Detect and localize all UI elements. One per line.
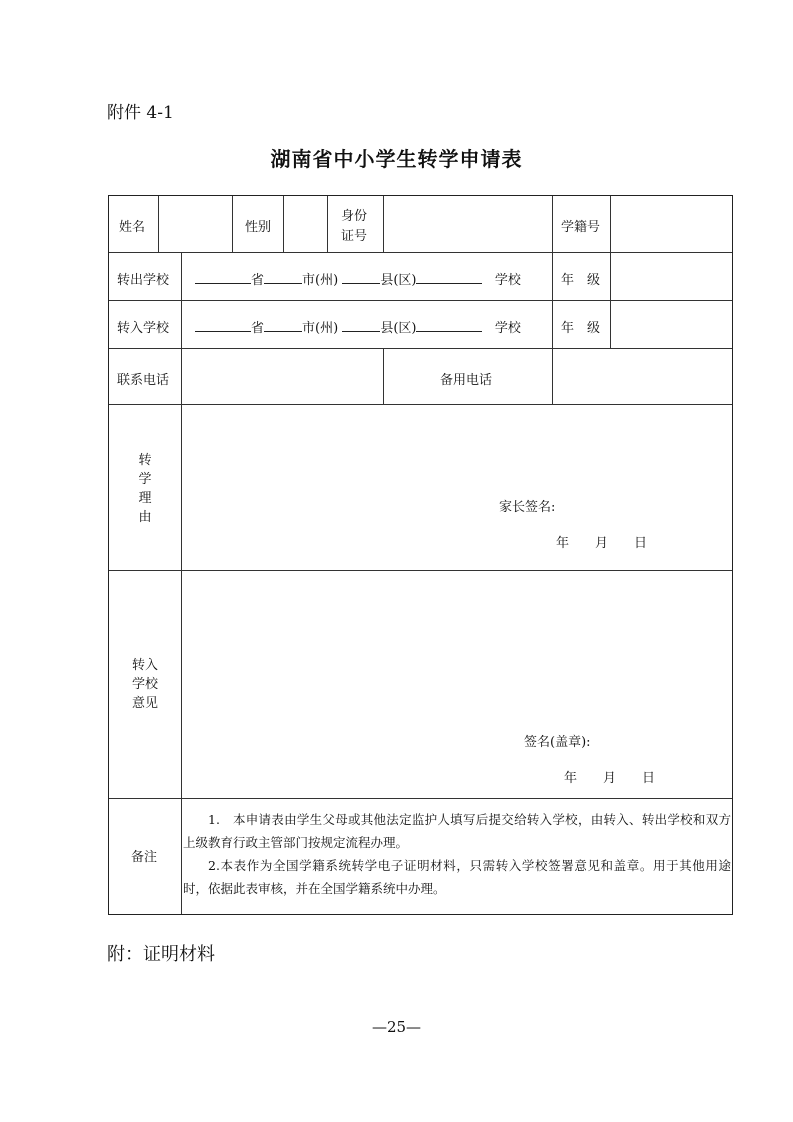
school-text: 学校 <box>494 273 521 288</box>
blank-line[interactable] <box>195 318 251 332</box>
remark-note-2: 2.本表作为全国学籍系统转学电子证明材料，只需转入学校签署意见和盖章。用于其他用途时，依据此表审核，并在全国学籍系统中办理。 <box>183 858 731 896</box>
blank-line[interactable] <box>416 318 482 332</box>
col-divider <box>383 348 384 404</box>
province-text: 省 <box>251 273 265 288</box>
transfer-out-address <box>195 269 521 288</box>
col-divider <box>158 196 159 252</box>
blank-line[interactable] <box>195 270 251 284</box>
opinion-sign-label: 签名(盖章): <box>524 735 591 750</box>
grade-label: 年 级 <box>561 321 601 336</box>
col-divider <box>610 252 611 348</box>
transfer-out-label: 转出学校 <box>117 273 170 288</box>
col-divider <box>610 196 611 252</box>
blank-line[interactable] <box>342 270 380 284</box>
col-divider <box>552 348 553 404</box>
transfer-in-address <box>195 317 521 336</box>
reason-date: 年 月 日 <box>556 536 648 551</box>
col-divider <box>552 196 553 252</box>
remark-note-1: 1. 本申请表由学生父母或其他法定监护人填写后提交给转入学校，由转入、转出学校和双方上级教育行政主管部门按规定流程办理。 <box>183 812 731 850</box>
row-divider <box>109 348 732 349</box>
row-divider <box>109 404 732 405</box>
id-label-line1: 身份 <box>341 209 368 224</box>
col-divider <box>327 196 328 252</box>
remarks-notes <box>183 808 731 900</box>
phone-label: 联系电话 <box>117 373 170 388</box>
blank-line[interactable] <box>264 270 302 284</box>
col-divider <box>383 196 384 252</box>
gender-label: 性别 <box>245 220 272 235</box>
form-title: 湖南省中小学生转学申请表 <box>270 147 523 171</box>
row-divider <box>109 798 732 799</box>
opinion-date: 年 月 日 <box>564 771 656 786</box>
province-text: 省 <box>251 321 265 336</box>
city-text: 市(州) <box>302 273 339 288</box>
county-text: 县(区) <box>380 273 417 288</box>
city-text: 市(州) <box>302 321 339 336</box>
blank-line[interactable] <box>416 270 482 284</box>
student-no-label: 学籍号 <box>561 220 601 235</box>
page-number: —25— <box>371 1018 422 1036</box>
blank-line[interactable] <box>342 318 380 332</box>
grade-label: 年 级 <box>561 273 601 288</box>
col-divider <box>283 196 284 252</box>
transfer-application-form <box>108 195 733 915</box>
transfer-in-label: 转入学校 <box>117 321 170 336</box>
col-divider <box>232 196 233 252</box>
attachment-note: 附：证明材料 <box>107 944 215 965</box>
opinion-label: 转入 学校 意见 <box>131 658 158 711</box>
attachment-label: 附件 4-1 <box>107 103 174 123</box>
school-text: 学校 <box>494 321 521 336</box>
label-col-divider <box>181 252 182 914</box>
county-text: 县(区) <box>380 321 417 336</box>
reason-label: 转 学 理 由 <box>138 453 152 525</box>
row-divider <box>109 570 732 571</box>
blank-line[interactable] <box>264 318 302 332</box>
col-divider <box>552 252 553 348</box>
remarks-label: 备注 <box>131 850 158 865</box>
id-label-line2: 证号 <box>341 229 368 244</box>
name-label: 姓名 <box>119 220 146 235</box>
row-divider <box>109 300 732 301</box>
row-divider <box>109 252 732 253</box>
backup-phone-label: 备用电话 <box>440 373 493 388</box>
parent-sign-label: 家长签名: <box>499 500 556 515</box>
